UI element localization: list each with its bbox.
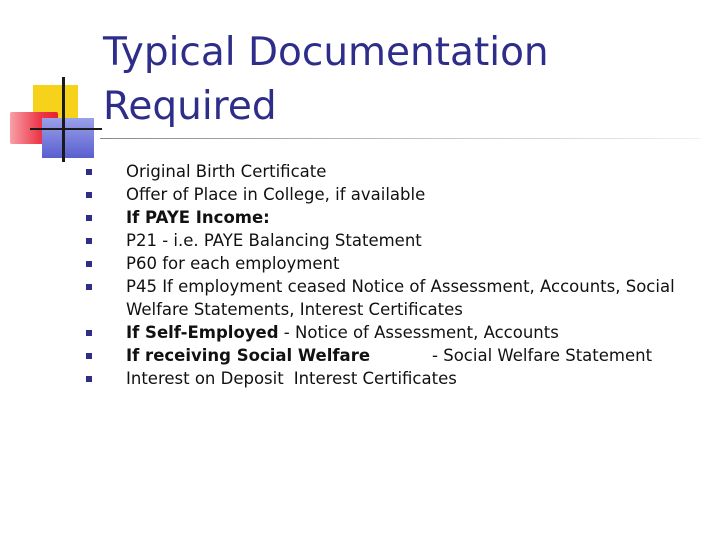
list-item-text: Offer of Place in College, if available — [126, 185, 426, 204]
square-bullet-icon — [86, 376, 92, 382]
list-item — [86, 275, 716, 321]
slide-title: Typical Documentation Required — [103, 30, 549, 129]
square-bullet-icon — [86, 238, 92, 244]
square-bullet-icon — [86, 169, 92, 175]
list-item-text: - Notice of Assessment, Accounts — [278, 323, 559, 342]
square-bullet-icon — [86, 261, 92, 267]
list-item-heading: If Self-Employed — [126, 323, 279, 342]
decorative-vertical-line — [62, 77, 65, 162]
list-item-text: P60 for each employment — [126, 254, 340, 273]
list-item — [86, 229, 716, 252]
list-item-text: P21 - i.e. PAYE Balancing Statement — [126, 231, 422, 250]
list-item — [86, 183, 716, 206]
list-item-text-secondary: Interest Certificates — [293, 369, 457, 388]
list-item-text: - Social Welfare Statement — [432, 346, 653, 365]
decorative-horizontal-line — [30, 128, 102, 130]
list-item-text: P45 If employment ceased Notice of Assessment, Accounts, Social Welfare Statements, Interest Certificates — [126, 277, 675, 319]
title-divider — [100, 138, 700, 139]
decorative-blue-square — [42, 118, 94, 158]
list-item — [86, 206, 716, 229]
list-item — [86, 367, 716, 390]
list-item — [86, 344, 716, 367]
list-item — [86, 252, 716, 275]
list-item — [86, 160, 716, 183]
square-bullet-icon — [86, 284, 92, 290]
list-item-heading: If receiving Social Welfare — [126, 346, 371, 365]
square-bullet-icon — [86, 192, 92, 198]
square-bullet-icon — [86, 330, 92, 336]
list-item-text: Original Birth Certificate — [126, 162, 327, 181]
bullet-list — [86, 160, 716, 390]
list-item-text: Interest on Deposit — [126, 369, 284, 388]
list-item — [86, 321, 716, 344]
square-bullet-icon — [86, 353, 92, 359]
list-item-heading: If PAYE Income: — [126, 208, 270, 227]
square-bullet-icon — [86, 215, 92, 221]
